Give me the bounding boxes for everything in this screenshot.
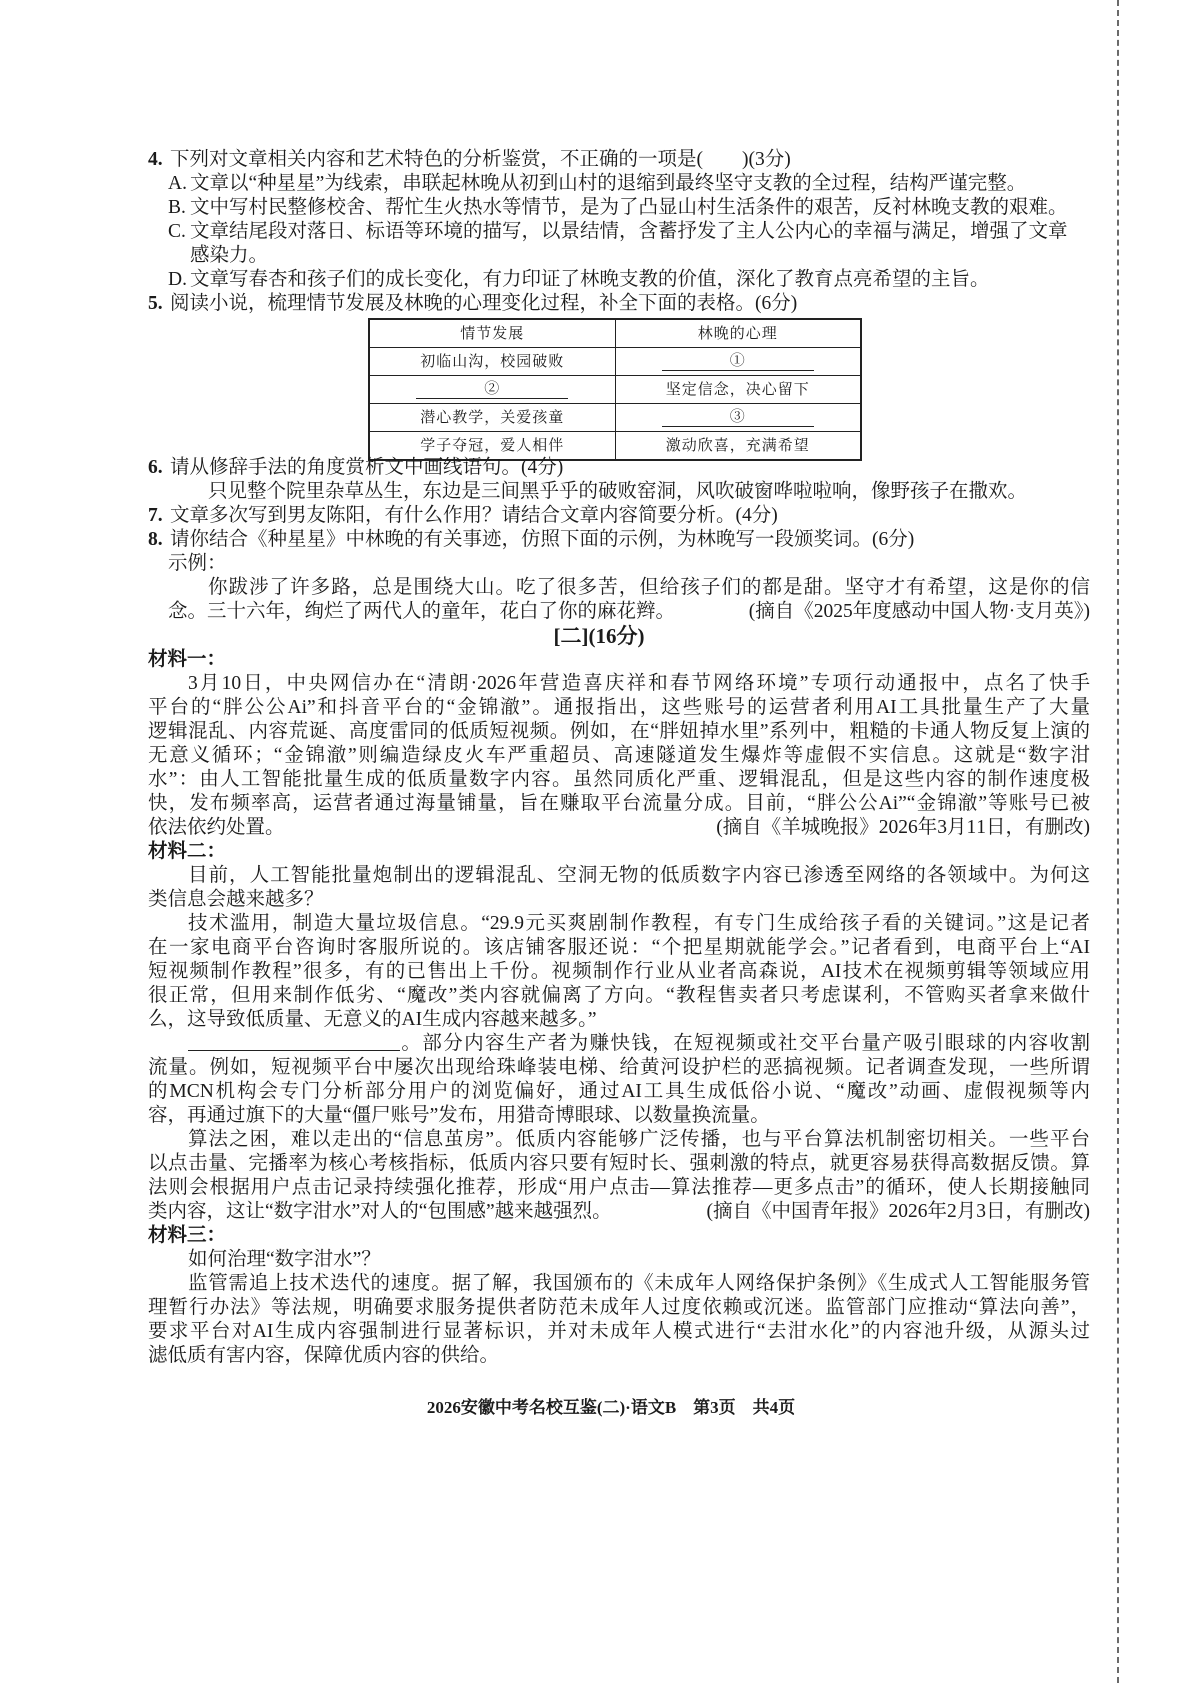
table-cell: 潜心教学，关爱孩童 — [369, 404, 615, 432]
table-cell: 激动欣喜，充满希望 — [615, 432, 861, 461]
question-7 — [148, 504, 1090, 528]
option-a — [148, 172, 1090, 196]
question-5 — [148, 292, 1090, 316]
question-stem: 请从修辞手法的角度赏析文中画线语句。(4分) — [170, 457, 564, 478]
table-cell-blank — [369, 376, 615, 404]
option-label: A. — [168, 173, 187, 194]
material2-line: 算法之困，难以走出的“信息茧房”。低质内容能够广泛传播，也与平台算法机制密切相关。一些平台 — [188, 1129, 1090, 1150]
question-8 — [148, 528, 1090, 552]
material2-line-with-blank — [148, 1032, 1090, 1056]
material1-line: 3月10日，中央网信办在“清朗·2026年营造喜庆祥和春节网络环境”专项行动通报中，点名了快手 — [188, 673, 1090, 694]
option-c — [148, 220, 1090, 244]
table-header: 情节发展 — [369, 319, 615, 348]
exam-page-content — [148, 148, 1090, 1368]
material2-line: 的MCN机构会专门分析部分用户的浏览偏好，通过AI工具生成低俗小说、“魔改”动画、虚假视频等内 — [148, 1081, 1090, 1102]
example-line: 念。三十六年，绚烂了两代人的童年，花白了你的麻花辫。 — [168, 601, 676, 622]
example-label: 示例： — [168, 553, 227, 574]
option-text: 文章以“种星星”为线索，串联起林晚从初到山村的退缩到最终坚守支教的全过程，结构严谨完整。 — [190, 173, 1027, 194]
answer-blank-2: ② — [416, 380, 568, 399]
source-citation: (摘自《中国青年报》2026年2月3日，有删改) — [706, 1201, 1090, 1222]
material2-line: 目前，人工智能批量炮制出的逻辑混乱、空洞无物的低质数字内容已渗透至网络的各领域中。为何这 — [188, 865, 1090, 886]
material3-question: 如何治理“数字泔水”？ — [188, 1249, 381, 1270]
option-b — [148, 196, 1090, 220]
question-number: 8. — [148, 529, 163, 550]
question-stem: 阅读小说，梳理情节发展及林晚的心理变化过程，补全下面的表格。(6分) — [170, 293, 798, 314]
page-footer: 2026安徽中考名校互鉴(二)·语文B 第3页 共4页 — [426, 1398, 796, 1417]
table-cell: 初临山沟，校园破败 — [369, 348, 615, 376]
material1-line: 依法依约处置。 — [148, 817, 285, 838]
material2-line: 技术滥用，制造大量垃圾信息。“29.9元买爽剧制作教程，有专门生成给孩子看的关键词。”这是记者 — [188, 913, 1090, 934]
question-number: 7. — [148, 505, 163, 526]
material-label: 材料三： — [148, 1225, 227, 1246]
plot-psychology-table — [368, 318, 862, 461]
question-number: 4. — [148, 149, 163, 170]
material3-line: 理暂行办法》等法规，明确要求服务提供者防范未成年人过度依赖或沉迷。监管部门应推动“算法向善”， — [148, 1297, 1090, 1318]
answer-blank-3: ③ — [662, 408, 814, 427]
material2-line: 类内容，这让“数字泔水”对人的“包围感”越来越强烈。 — [148, 1201, 612, 1222]
option-text: 文章结尾段对落日、标语等环境的描写，以景结情，含蓄抒发了主人公内心的幸福与满足，增强了文章 — [190, 221, 1068, 242]
material-label: 材料二： — [148, 841, 227, 862]
table-header-row — [369, 319, 861, 348]
table-row — [369, 376, 861, 404]
material1-line: 逻辑混乱、内容荒诞、高度雷同的低质短视频。例如，在“胖妞掉水里”系列中，粗糙的卡通人物反复上演的 — [148, 721, 1090, 742]
material1-last-line — [148, 816, 1090, 840]
answer-blank-line — [188, 1032, 400, 1051]
question-stem: 请你结合《种星星》中林晚的有关事迹，仿照下面的示例，为林晚写一段颁奖词。(6分) — [170, 529, 915, 550]
material-label: 材料一： — [148, 649, 227, 670]
option-label: C. — [168, 221, 186, 242]
material2-line: 很正常，但用来制作低劣、“魔改”类内容就偏离了方向。“教程售卖者只考虑谋利，不管购买者拿来做什 — [148, 985, 1090, 1006]
binding-dashed-line — [1117, 0, 1119, 1683]
question-number: 6. — [148, 457, 163, 478]
material2-last-line — [148, 1200, 1090, 1224]
option-label: B. — [168, 197, 186, 218]
option-text: 文章写春杏和孩子们的成长变化，有力印证了林晚支教的价值，深化了教育点亮希望的主旨。 — [190, 269, 990, 290]
question-6 — [148, 456, 1090, 480]
section-title: [二](16分) — [553, 624, 645, 648]
plot-table-wrapper — [148, 316, 1090, 456]
material2-line: 么，这导致低质量、无意义的AI生成内容越来越多。” — [148, 1009, 597, 1030]
material1-line: 平台的“胖公公Ai”和抖音平台的“金锦澈”。通报指出，这些账号的运营者利用AI工具批量生产了大量 — [148, 697, 1090, 718]
material3-line: 滤低质有害内容，保障优质内容的供给。 — [148, 1345, 500, 1366]
material2-line: 在一家电商平台咨询时客服所说的。该店铺客服还说：“个把星期就能学会。”记者看到，电商平台上“AI — [148, 937, 1090, 958]
material2-line: 以点击量、完播率为核心考核指标，低质内容只要有短时长、强刺激的特点，就更容易获得高数据反馈。算 — [148, 1153, 1090, 1174]
option-d — [148, 268, 1090, 292]
material2-line: 短视频制作教程”很多，有的已售出上千份。视频制作行业从业者高森说，AI技术在视频剪辑等领域应用 — [148, 961, 1090, 982]
material3-line: 要求平台对AI生成内容强制进行显著标识，并对未成年人模式进行“去泔水化”的内容池升级，从源头过 — [148, 1321, 1090, 1342]
source-citation: (摘自《羊城晚报》2026年3月11日，有删改) — [716, 817, 1090, 838]
example-line-with-source — [148, 600, 1090, 624]
table-header: 林晚的心理 — [615, 319, 861, 348]
table-row — [369, 404, 861, 432]
material3-line: 监管需追上技术迭代的速度。据了解，我国颁布的《未成年人网络保护条例》《生成式人工智能服务管 — [188, 1273, 1090, 1294]
option-label: D. — [168, 269, 187, 290]
question-4 — [148, 148, 1090, 172]
table-row — [369, 348, 861, 376]
quoted-sentence: 只见整个院里杂草丛生，东边是三间黑乎乎的破败窑洞，风吹破窗哗啦啦响，像野孩子在撒欢。 — [208, 481, 1028, 502]
material1-line: 无意义循环；“金锦澈”则编造绿皮火车严重超员、高速隧道发生爆炸等虚假不实信息。这就是“数字泔 — [148, 745, 1090, 766]
table-cell-blank — [615, 348, 861, 376]
example-line: 你跋涉了许多路，总是围绕大山。吃了很多苦，但给孩子们的都是甜。坚守才有希望，这是你的信 — [208, 577, 1090, 598]
table-cell: 坚定信念，决心留下 — [615, 376, 861, 404]
material2-line: 类信息会越来越多？ — [148, 889, 324, 910]
material1-line: 快，发布频率高，运营者通过海量铺量，旨在赚取平台流量分成。目前，“胖公公Ai”“金锦澈”等账号已被 — [148, 793, 1090, 814]
table-cell: 学子夺冠，爱人相伴 — [369, 432, 615, 461]
material1-line: 水”：由人工智能批量生成的低质量数字内容。虽然同质化严重、逻辑混乱，但是这些内容的制作速度极 — [148, 769, 1090, 790]
material2-line: 法则会根据用户点击记录持续强化推荐，形成“用户点击—算法推荐—更多点击”的循环，使人长期接触同 — [148, 1177, 1090, 1198]
answer-blank-1: ① — [662, 352, 814, 371]
question-number: 5. — [148, 293, 163, 314]
option-c-continuation: 感染力。 — [190, 245, 269, 266]
source-citation: (摘自《2025年度感动中国人物·支月英》) — [748, 601, 1090, 622]
question-stem: 下列对文章相关内容和艺术特色的分析鉴赏，不正确的一项是( )(3分) — [170, 149, 791, 170]
material2-line: 。部分内容生产者为赚快钱，在短视频或社交平台量产吸引眼球的内容收割 — [400, 1033, 1090, 1054]
table-cell-blank — [615, 404, 861, 432]
question-stem: 文章多次写到男友陈阳，有什么作用？请结合文章内容简要分析。(4分) — [170, 505, 778, 526]
option-text: 文中写村民整修校舍、帮忙生火热水等情节，是为了凸显山村生活条件的艰苦，反衬林晚支教的艰难。 — [190, 197, 1068, 218]
material2-line: 流量。例如，短视频平台中屡次出现给珠峰装电梯、给黄河设护栏的恶搞视频。记者调查发现，一些所谓 — [148, 1057, 1090, 1078]
material2-line: 容，再通过旗下的大量“僵尸账号”发布，用猎奇博眼球、以数量换流量。 — [148, 1105, 770, 1126]
